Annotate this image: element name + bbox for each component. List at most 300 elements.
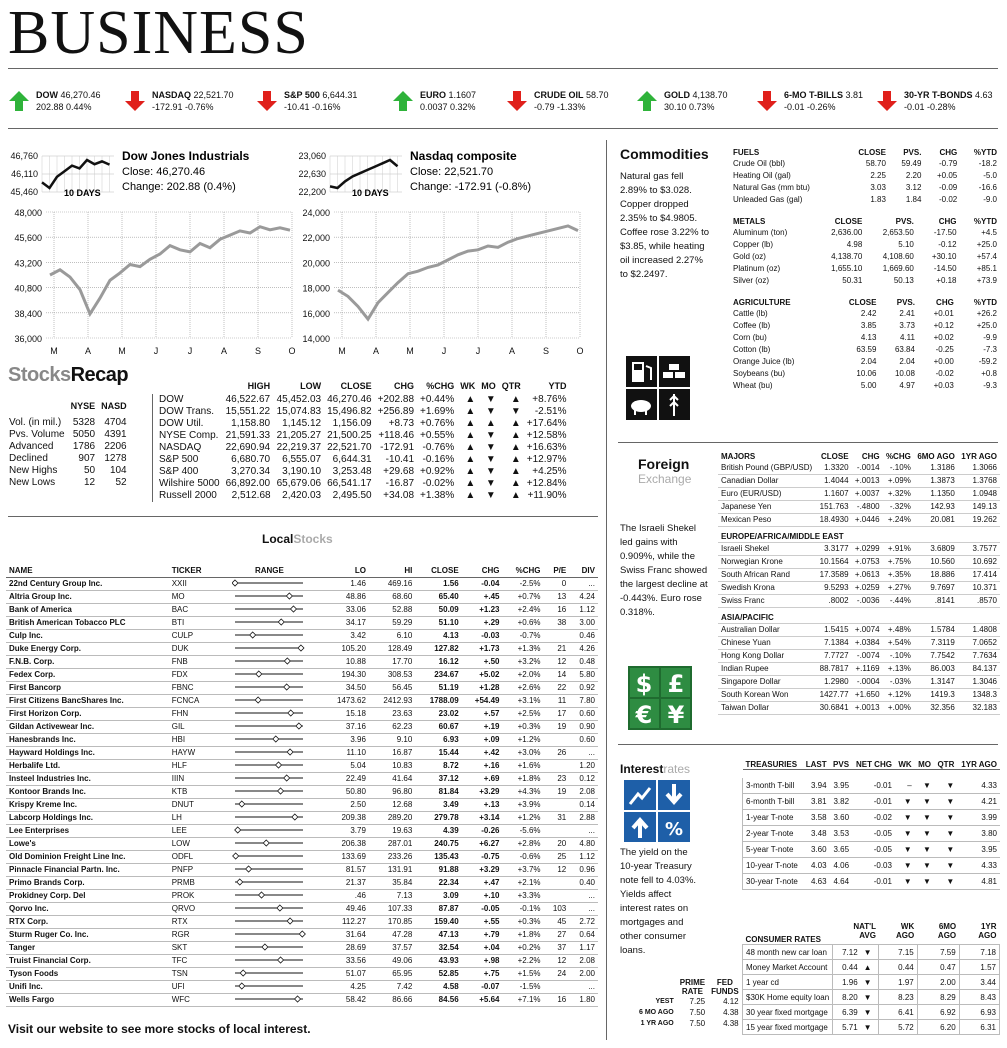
stock-name: Gildan Activewear Inc. — [6, 720, 169, 733]
table-row: S&P 400 3,270.34 3,190.10 3,253.48 +29.68 +0.92% ▲ ▼ ▲ +4.25% — [153, 466, 570, 478]
table-row: Hong Kong Dollar 7.7727 -.0074 -.10% 7.7542 7.7634 — [718, 649, 1000, 662]
range-marker — [233, 853, 239, 859]
stock-ticker: FBNC — [169, 681, 217, 694]
stock-name: Pinnacle Financial Partn. Inc. — [6, 863, 169, 876]
column-header: %YTD — [973, 298, 997, 307]
stock-name: Duke Energy Corp. — [6, 642, 169, 655]
ticker-pct: -0.16% — [309, 102, 341, 112]
table-row: 1 YR AGO 7.50 4.38 — [640, 1019, 739, 1028]
table-row: Crude Oil (bbl) 58.70 59.49 -0.79 -18.2 — [733, 158, 997, 168]
table-row: Swiss Franc .8002 -.0036 -.44% .8141 .8570 — [718, 594, 1000, 607]
y-tick-label: 14,000 — [302, 334, 330, 344]
commodity-section: FUELS CLOSE PVS. CHG %YTD Crude Oil (bbl) 58.70 59.49 -0.79 -18.2 Heating Oil (gal) 2.25 2.20 +0.05 -5.0 Natural Gas (mm btu) 3.03 3.12 -0.09 -16.6 Unleaded Gas (gal) 1.83 1.84 -0.02 -9.0 — [730, 148, 1000, 205]
range-marker — [284, 775, 290, 781]
range-cell — [216, 863, 322, 876]
table-row: Lowe's LOW 206.38 287.01 240.75 +6.27 +2.8% 20 4.80 — [6, 837, 598, 850]
x-tick-label: O — [288, 346, 296, 356]
section-heading: ASIA/PACIFIC — [718, 607, 1000, 623]
stock-ticker: CULP — [169, 629, 217, 642]
column-header: CHG — [462, 564, 503, 577]
range-cell — [216, 772, 322, 785]
x-tick-label: J — [441, 346, 447, 356]
stock-ticker: BTI — [169, 616, 217, 629]
fx-table: MAJORS CLOSE CHG %CHG 6MO AGO 1YR AGO British Pound (GBP/USD) 1.3320 -.0014 -.10% 1.3186 1.3066 Canadian Dollar 1.4044 +.0013 +.09% 1.3873 1.3768 Euro (EUR/USD) 1.1607 +.0037 +.32% 1.1350 1.0948 Japanese Yen 151.763 -.4800 -.32% 142.93 149.13 Mexican Peso 18.4930 +.0446 +.24% 20.081 19.262 EUROPE/AFRICA/MIDDLE EAST Israeli Shekel 3.3177 +.0299 +.91% 3.6809 3.7577 Norwegian Krone 10.1564 +.0753 +.75% 10.560 10.692 South African Rand 17.3589 +.0613 +.35% 18.886 17.414 Swedish Krona 9.5293 +.0259 +.27% 9.7697 10.371 Swiss Franc .8002 -.0036 -.44% .8141 .8570 ASIA/PACIFIC Australian Dollar 1.5415 +.0074 +.48% 1.5784 1.4808 Chinese Yuan 7.1384 +.0384 +.54% 7.3119 7.0652 Hong Kong Dollar 7.7727 -.0074 -.10% 7.7542 7.7634 Indian Rupee 88.7817 +.1169 +.13% 86.003 84.137 Singapore Dollar 1.2980 -.0004 -.03% 1.3147 1.3046 South Korean Won 1427.77 +1.650 +.12% 1419.3 1348.3 Taiwan Dollar 30.6841 +.0013 +.00% 32.356 32.183 — [718, 452, 1000, 715]
ticker-change: -0.79 — [534, 102, 555, 112]
stock-ticker: ODFL — [169, 850, 217, 863]
table-row: Gold (oz) 4,138.70 4,108.60 +30.10 +57.4 — [733, 251, 997, 261]
table-row: British Pound (GBP/USD) 1.3320 -.0014 -.10% 1.3186 1.3066 — [718, 461, 1000, 474]
table-row: Chinese Yuan 7.1384 +.0384 +.54% 7.3119 7.0652 — [718, 636, 1000, 649]
column-header: MO — [481, 381, 496, 391]
stock-name: Primo Brands Corp. — [6, 876, 169, 889]
table-row: Silver (oz) 50.31 50.13 +0.18 +73.9 — [733, 275, 997, 285]
table-row: Cattle (lb) 2.42 2.41 +0.01 +26.2 — [733, 308, 997, 318]
down-arrow-icon — [876, 90, 898, 112]
up-arrow-icon — [636, 90, 658, 112]
column-header: CHG — [938, 217, 957, 226]
column-divider — [606, 140, 607, 1040]
range-bar — [232, 709, 306, 717]
table-row: 2-year T-note 3.48 3.53 -0.05 ▼ ▼ ▼ 3.80 — [743, 826, 1001, 842]
table-row: Money Market Account 0.44 ▲ 0.44 0.47 1.57 — [743, 960, 1000, 975]
range-bar — [232, 605, 306, 613]
ticker-item — [506, 90, 609, 120]
range-bar — [232, 904, 306, 912]
fx-blurb: The Israeli Shekel led gains with 0.909%, while the Swiss Franc showed the largest decline at -0.443%. Euro rose 0.318%. — [620, 523, 708, 618]
range-marker — [278, 788, 284, 794]
index-table — [152, 381, 570, 502]
ticker-item — [636, 90, 728, 120]
index-chart — [298, 149, 583, 356]
x-tick-label: J — [187, 346, 193, 356]
stock-ticker: BAC — [169, 603, 217, 616]
column-header: CHG — [939, 148, 958, 157]
range-marker — [284, 684, 290, 690]
x-tick-label: O — [576, 346, 584, 356]
ticker-pct: -0.26% — [804, 102, 836, 112]
ticker-change: -0.01 — [784, 102, 805, 112]
stock-ticker: PROK — [169, 889, 217, 902]
table-row: Declined 907 1278 — [9, 453, 127, 464]
ticker-text — [904, 90, 993, 120]
range-bar — [232, 982, 306, 990]
stock-name: Insteel Industries Inc. — [6, 772, 169, 785]
y-tick-label: 24,000 — [302, 208, 330, 218]
ticker-text — [534, 90, 609, 120]
stock-ticker: RTX — [169, 915, 217, 928]
range-marker — [292, 814, 298, 820]
table-row: 3-month T-bill 3.94 3.95 -0.01 – ▼ ▼ 4.33 — [743, 778, 1001, 794]
up-arrow-icon — [392, 90, 414, 112]
table-row: Altria Group Inc. MO 48.86 68.60 65.40 +.45 +0.7% 13 4.24 — [6, 590, 598, 603]
table-row: Fedex Corp. FDX 194.30 308.53 234.67 +5.02 +2.0% 14 5.80 — [6, 668, 598, 681]
table-row: Natural Gas (mm btu) 3.03 3.12 -0.09 -16.6 — [733, 182, 997, 192]
range-cell — [216, 954, 322, 967]
range-marker — [239, 801, 245, 807]
x-tick-label: S — [254, 346, 262, 356]
column-header: QTR — [934, 760, 957, 770]
range-bar — [232, 735, 306, 743]
stock-name: Tanger — [6, 941, 169, 954]
range-marker — [287, 749, 293, 755]
range-marker — [273, 736, 279, 742]
chart-change: Change: 202.88 (0.4%) — [122, 181, 236, 193]
range-marker — [246, 866, 252, 872]
ten-days-label: 10 DAYS — [64, 188, 101, 198]
x-tick-label: J — [475, 346, 481, 356]
svg-text:$: $ — [635, 670, 653, 698]
ticker-item — [876, 90, 993, 120]
column-header: HIGH — [247, 381, 271, 391]
range-bar — [232, 683, 306, 691]
mini-tick-label: 46,760 — [10, 151, 38, 161]
interest-blurb: The yield on the 10-year Treasury note fell to 4.03%. Yields affect interest rates on mortgages and other consumer loans. — [620, 847, 697, 956]
column-header: HI — [369, 564, 415, 577]
ticker-name: S&P 500 — [284, 90, 320, 100]
range-cell — [216, 746, 322, 759]
ten-days-label: 10 DAYS — [352, 188, 389, 198]
range-bar — [232, 761, 306, 769]
range-marker — [256, 671, 262, 677]
ticker-change: 30.10 — [664, 102, 687, 112]
table-row: Insteel Industries Inc. IIIN 22.49 41.64 37.12 +.69 +1.8% 23 0.12 — [6, 772, 598, 785]
range-bar — [232, 917, 306, 925]
stock-name: First Citizens BancShares Inc. — [6, 694, 169, 707]
ticker-name: NASDAQ — [152, 90, 192, 100]
ticker-pct: -1.33% — [554, 102, 586, 112]
range-marker — [288, 710, 294, 716]
range-cell — [216, 590, 322, 603]
commodities-icon — [626, 356, 690, 422]
column-header: CLOSE — [820, 452, 849, 461]
range-marker — [298, 645, 304, 651]
range-marker — [232, 580, 238, 586]
range-cell — [216, 980, 322, 993]
stock-name: Truist Financial Corp. — [6, 954, 169, 967]
y-tick-label: 36,000 — [14, 334, 42, 344]
table-row: Platinum (oz) 1,655.10 1,669.60 -14.50 +85.1 — [733, 263, 997, 273]
column-header: %CHG — [885, 452, 911, 461]
table-row: Sturm Ruger Co. Inc. RGR 31.64 47.28 47.13 +.79 +1.8% 27 0.64 — [6, 928, 598, 941]
index-chart — [10, 149, 295, 356]
ticker-item — [756, 90, 863, 120]
stock-name: Culp Inc. — [6, 629, 169, 642]
rates-icon — [624, 780, 690, 844]
table-row: Australian Dollar 1.5415 +.0074 +.48% 1.5784 1.4808 — [718, 623, 1000, 636]
y-tick-label: 22,000 — [302, 233, 330, 244]
ticker-value: 1.1607 — [446, 90, 477, 100]
local-stocks-table — [6, 564, 598, 1007]
stock-ticker: TFC — [169, 954, 217, 967]
x-tick-label: A — [220, 346, 228, 356]
range-cell — [216, 811, 322, 824]
stock-ticker: LOW — [169, 837, 217, 850]
column-header: NASD — [101, 401, 127, 411]
up-arrow-icon — [8, 90, 30, 112]
x-tick-label: M — [118, 346, 126, 356]
chart-close: Close: 22,521.70 — [410, 166, 494, 178]
table-row: Canadian Dollar 1.4044 +.0013 +.09% 1.3873 1.3768 — [718, 474, 1000, 487]
stock-ticker: HBI — [169, 733, 217, 746]
table-row: 6 MO AGO 7.50 4.38 — [639, 1008, 739, 1017]
range-bar — [232, 943, 306, 951]
table-row: Unleaded Gas (gal) 1.83 1.84 -0.02 -9.0 — [733, 194, 997, 204]
table-row: Tyson Foods TSN 51.07 65.95 52.85 +.75 +1.5% 24 2.00 — [6, 967, 598, 980]
table-row: Coffee (lb) 3.85 3.73 +0.12 +25.0 — [733, 320, 997, 330]
range-cell — [216, 889, 322, 902]
chart-title: Dow Jones Industrials — [122, 149, 250, 163]
y-tick-label: 43,200 — [14, 258, 42, 269]
table-row: DOW 46,522.67 45,452.03 46,270.46 +202.88 +0.44% ▲ ▼ ▲ +8.76% — [153, 394, 570, 406]
x-tick-label: A — [84, 346, 92, 356]
x-tick-label: M — [338, 346, 346, 356]
stock-name: Tyson Foods — [6, 967, 169, 980]
range-marker — [285, 658, 291, 664]
ticker-item — [124, 90, 234, 120]
ticker-item — [392, 90, 476, 120]
table-row: Copper (lb) 4.98 5.10 -0.12 +25.0 — [733, 239, 997, 249]
prime-rate-table — [636, 978, 742, 1029]
column-header: %CHG — [426, 381, 455, 391]
stock-name: First Bancorp — [6, 681, 169, 694]
range-cell — [216, 993, 322, 1006]
column-header: NYSE — [70, 401, 96, 411]
x-tick-label: A — [508, 346, 516, 356]
stock-ticker: KTB — [169, 785, 217, 798]
column-header: PVS. — [903, 148, 922, 157]
table-row: Gildan Activewear Inc. GIL 37.16 62.23 60.67 +.19 +0.3% 19 0.90 — [6, 720, 598, 733]
y-tick-label: 40,800 — [14, 283, 42, 294]
ticker-text — [664, 90, 728, 120]
table-row: Heating Oil (gal) 2.25 2.20 +0.05 -5.0 — [733, 170, 997, 180]
column-header: 1YR AGO — [957, 760, 1000, 770]
table-row: Kontoor Brands Inc. KTB 50.80 96.80 81.84 +3.29 +4.3% 19 2.08 — [6, 785, 598, 798]
column-header: DIV — [569, 564, 598, 577]
table-row: DOW Util. 1,158.80 1,145.12 1,156.09 +8.73 +0.76% ▲ ▲ ▲ +17.64% — [153, 418, 570, 430]
local-stocks-footer: Visit our website to see more stocks of local interest. — [8, 1022, 311, 1036]
range-cell — [216, 798, 322, 811]
table-row: South African Rand 17.3589 +.0613 +.35% 18.886 17.414 — [718, 568, 1000, 581]
table-row: Duke Energy Corp. DUK 105.20 128.49 127.82 +1.73 +1.3% 21 4.26 — [6, 642, 598, 655]
ticker-value: 4,138.70 — [690, 90, 728, 100]
table-row: Norwegian Krone 10.1564 +.0753 +.75% 10.560 10.692 — [718, 555, 1000, 568]
stock-ticker: PNFP — [169, 863, 217, 876]
table-row: Israeli Shekel 3.3177 +.0299 +.91% 3.6809 3.7577 — [718, 542, 1000, 555]
column-header: LAST — [802, 760, 829, 770]
stock-name: Labcorp Holdings Inc. — [6, 811, 169, 824]
range-bar — [232, 891, 306, 899]
table-row: NYSE Comp. 21,591.33 21,205.27 21,500.25 +118.46 +0.55% ▲ ▼ ▲ +12.58% — [153, 430, 570, 442]
ticker-text — [420, 90, 476, 120]
stock-name: Kontoor Brands Inc. — [6, 785, 169, 798]
table-row: Wilshire 5000 66,892.00 65,679.06 66,541.17 -16.87 -0.02% ▲ ▼ ▲ +12.84% — [153, 478, 570, 490]
stock-ticker: WFC — [169, 993, 217, 1006]
stock-ticker: LH — [169, 811, 217, 824]
column-header: CLOSE — [415, 564, 461, 577]
currency-icon — [628, 666, 692, 732]
table-row: 30 year fixed mortgage 6.39 ▼ 6.41 6.92 6.93 — [743, 1005, 1000, 1020]
range-cell — [216, 902, 322, 915]
range-cell — [216, 616, 322, 629]
consumer-rates-table: CONSUMER RATES NAT'L AVG WK AGO 6MO AGO 1YR AGO 48 month new car loan 7.12 ▼ 7.15 7.59 7.18 Money Market Account 0.44 ▲ 0.44 0.47 1.57 1 year cd 1.96 ▼ 1.97 2.00 3.44 $30K Home equity loan 8.20 ▼ 8.23 8.29 8.43 30 year fixed mortgage 6.39 ▼ 6.41 6.92 6.93 15 year fixed mortgage 5.71 ▼ 5.72 6.20 6.31 — [742, 922, 1000, 1035]
table-row: Swedish Krona 9.5293 +.0259 +.27% 9.7697 10.371 — [718, 581, 1000, 594]
table-row: Unifi Inc. UFI 4.25 7.42 4.58 -0.07 -1.5% ... — [6, 980, 598, 993]
recap-rule — [8, 516, 598, 517]
stock-name: 22nd Century Group Inc. — [6, 577, 169, 590]
table-row: $30K Home equity loan 8.20 ▼ 8.23 8.29 8.43 — [743, 990, 1000, 1005]
commodities-tables — [730, 148, 1000, 391]
stock-name: Unifi Inc. — [6, 980, 169, 993]
table-row: Japanese Yen 151.763 -.4800 -.32% 142.93 149.13 — [718, 500, 1000, 513]
column-header: WK — [895, 760, 915, 770]
stock-name: Lee Enterprises — [6, 824, 169, 837]
column-header: CHG — [936, 298, 954, 307]
chart-change: Change: -172.91 (-0.8%) — [410, 181, 532, 193]
range-cell — [216, 577, 322, 590]
svg-text:%: % — [664, 819, 684, 840]
stock-ticker: TSN — [169, 967, 217, 980]
ticker-change: -0.01 — [904, 102, 925, 112]
ticker-name: GOLD — [664, 90, 690, 100]
table-row: 1-year T-note 3.58 3.60 -0.02 ▼ ▼ ▼ 3.99 — [743, 810, 1001, 826]
stock-ticker: FCNCA — [169, 694, 217, 707]
ticker-pct: 0.44% — [63, 102, 92, 112]
stock-ticker: QRVO — [169, 902, 217, 915]
y-tick-label: 16,000 — [302, 308, 330, 319]
column-header: TICKER — [169, 564, 217, 577]
range-bar — [232, 813, 306, 821]
table-row: Orange Juice (lb) 2.04 2.04 +0.00 -59.2 — [733, 356, 997, 366]
column-header: %YTD — [973, 148, 997, 157]
table-row: Soybeans (bu) 10.06 10.08 -0.02 +0.8 — [733, 368, 997, 378]
stock-name: Hanesbrands Inc. — [6, 733, 169, 746]
stock-name: British American Tobacco PLC — [6, 616, 169, 629]
table-row: Bank of America BAC 33.06 52.88 50.09 +1.23 +2.4% 16 1.12 — [6, 603, 598, 616]
table-row: Mexican Peso 18.4930 +.0446 +.24% 20.081 19.262 — [718, 513, 1000, 526]
range-bar — [232, 826, 306, 834]
fx-title: Foreign Exchange — [638, 456, 692, 486]
y-tick-label: 18,000 — [302, 283, 330, 294]
table-row: S&P 500 6,680.70 6,555.07 6,644.31 -10.41 -0.16% ▲ ▼ ▲ +12.97% — [153, 454, 570, 466]
ticker-name: DOW — [36, 90, 58, 100]
ticker-text — [152, 90, 234, 120]
ticker-pct: -0.76% — [182, 102, 214, 112]
range-bar — [232, 657, 306, 665]
table-row: First Horizon Corp. FHN 15.18 23.63 23.02 +.57 +2.5% 17 0.60 — [6, 707, 598, 720]
stock-name: Altria Group Inc. — [6, 590, 169, 603]
table-row: 15 year fixed mortgage 5.71 ▼ 5.72 6.20 6.31 — [743, 1020, 1000, 1035]
range-marker — [237, 879, 243, 885]
mini-tick-label: 23,060 — [298, 151, 326, 161]
ticker-text — [284, 90, 357, 120]
range-cell — [216, 629, 322, 642]
range-bar — [232, 670, 306, 678]
range-bar — [232, 644, 306, 652]
range-bar — [232, 930, 306, 938]
stock-ticker: FHN — [169, 707, 217, 720]
range-cell — [216, 941, 322, 954]
ticker-text — [36, 90, 101, 120]
stock-ticker: DNUT — [169, 798, 217, 811]
range-bar — [232, 878, 306, 886]
column-header: CHG — [861, 452, 880, 461]
table-row: Advanced 1786 2206 — [9, 441, 127, 452]
range-bar — [232, 748, 306, 756]
treasuries-table: TREASURIES LAST PVS NET CHG WK MO QTR 1YR AGO 3-month T-bill 3.94 3.95 -0.01 – ▼ ▼ 4.33 6-month T-bill 3.81 3.82 -0.01 ▼ ▼ ▼ 4.21 1-year T-note 3.58 3.60 -0.02 ▼ ▼ ▼ 3.99 2-year T-note 3.48 3.53 -0.05 ▼ ▼ ▼ 3.80 5-year T-note 3.60 3.65 -0.05 ▼ ▼ ▼ 3.95 10-year T-note 4.03 4.06 -0.03 ▼ ▼ ▼ 4.33 30-year T-note 4.63 4.64 -0.01 ▼ ▼ ▼ 4.81 — [742, 760, 1000, 890]
range-cell — [216, 733, 322, 746]
range-bar — [232, 865, 306, 873]
commodities-title: Commodities — [620, 146, 709, 162]
x-tick-label: A — [372, 346, 380, 356]
ticker-change: 202.88 — [36, 102, 64, 112]
column-header: LO — [323, 564, 369, 577]
table-row: Pinnacle Financial Partn. Inc. PNFP 81.57 131.91 91.88 +3.29 +3.7% 12 0.96 — [6, 863, 598, 876]
ticker-pct: 0.32% — [447, 102, 476, 112]
ticker-change: 0.0037 — [420, 102, 448, 112]
column-header: 1YR AGO — [961, 452, 997, 461]
range-cell — [216, 915, 322, 928]
range-bar — [232, 839, 306, 847]
column-header: %CHG — [502, 564, 543, 577]
ticker-item — [8, 90, 101, 120]
range-marker — [250, 632, 256, 638]
exchange-table — [6, 401, 130, 489]
column-header: LOW — [300, 381, 322, 391]
range-marker — [278, 957, 284, 963]
column-header: 6MO AGO — [937, 922, 957, 940]
commodities-blurb: Natural gas fell 2.89% to $3.028. Copper dropped 2.35% to $4.9805. Coffee rose 3.22% to $3.85, while heating oil increased 2.27% to $2.2497. — [620, 171, 710, 280]
column-header: YTD — [548, 381, 567, 391]
ticker-pct: -0.28% — [924, 102, 956, 112]
range-cell — [216, 642, 322, 655]
column-header: WK AGO — [895, 922, 915, 940]
table-row: Indian Rupee 88.7817 +.1169 +.13% 86.003 84.137 — [718, 662, 1000, 675]
ticker-pct: 0.73% — [686, 102, 715, 112]
table-row: Wheat (bu) 5.00 4.97 +0.03 -9.3 — [733, 380, 997, 390]
stock-name: Hayward Holdings Inc. — [6, 746, 169, 759]
stock-name: Krispy Kreme Inc. — [6, 798, 169, 811]
ticker-item — [256, 90, 357, 120]
stock-ticker: UFI — [169, 980, 217, 993]
stock-ticker: SKT — [169, 941, 217, 954]
column-header: PVS — [830, 760, 852, 770]
table-row: 48 month new car loan 7.12 ▼ 7.15 7.59 7.18 — [743, 945, 1000, 960]
table-row: 6-month T-bill 3.81 3.82 -0.01 ▼ ▼ ▼ 4.21 — [743, 794, 1001, 810]
range-cell — [216, 967, 322, 980]
ticker-rule — [8, 128, 998, 129]
table-row: Wells Fargo WFC 58.42 86.66 84.56 +5.64 +7.1% 16 1.80 — [6, 993, 598, 1006]
range-marker — [279, 619, 285, 625]
chart-close: Close: 46,270.46 — [122, 166, 206, 178]
table-row: YEST 7.25 4.12 — [655, 997, 739, 1006]
range-cell — [216, 824, 322, 837]
mini-tick-label: 22,630 — [298, 169, 326, 179]
range-bar — [232, 696, 306, 704]
table-row: Culp Inc. CULP 3.42 6.10 4.13 -0.03 -0.7% 0.46 — [6, 629, 598, 642]
range-marker — [235, 827, 241, 833]
masthead: BUSINESS — [8, 0, 309, 67]
table-row: Tanger SKT 28.69 37.57 32.54 +.04 +0.2% 37 1.17 — [6, 941, 598, 954]
table-row: Vol. (in mil.) 5328 4704 — [9, 417, 127, 428]
range-cell — [216, 837, 322, 850]
svg-text:£: £ — [667, 670, 685, 698]
range-cell — [216, 850, 322, 863]
table-row: Singapore Dollar 1.2980 -.0004 -.03% 1.3147 1.3046 — [718, 675, 1000, 688]
column-header: CLOSE — [834, 217, 863, 226]
stock-ticker: XXII — [169, 577, 217, 590]
ticker-value: 58.70 — [583, 90, 609, 100]
range-marker — [287, 918, 293, 924]
